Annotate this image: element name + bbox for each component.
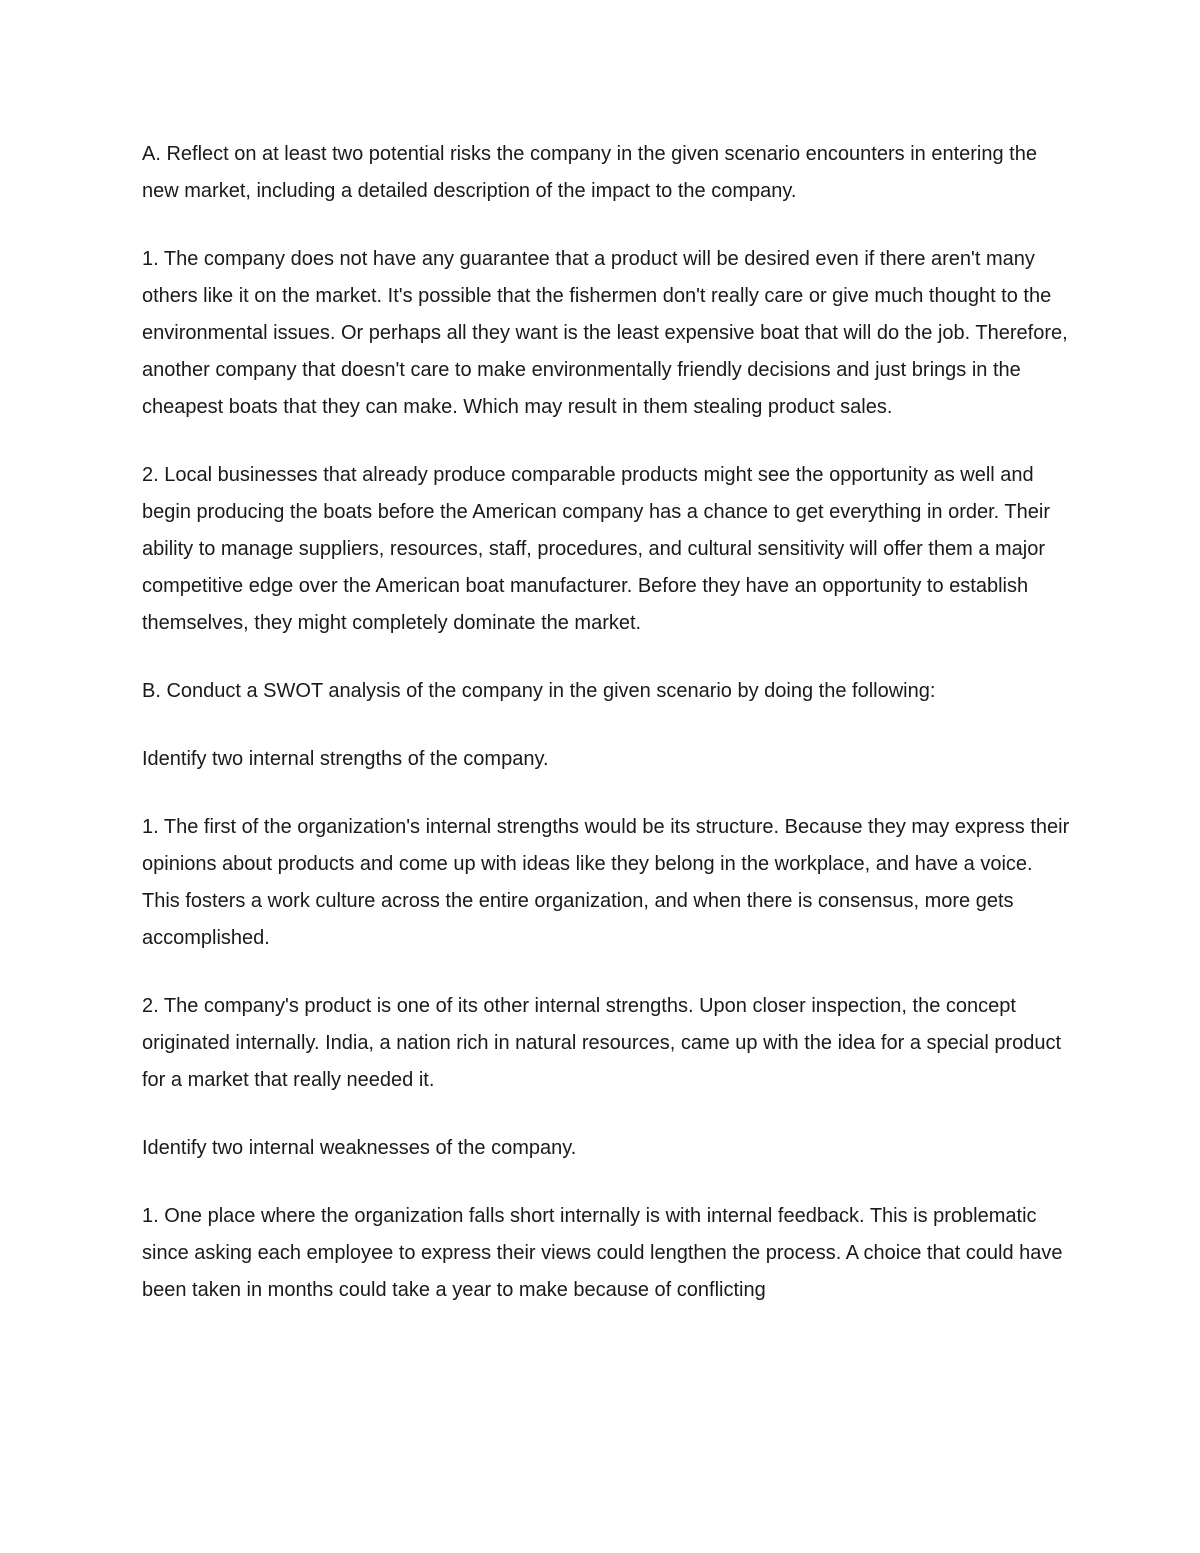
risk-1-paragraph: 1. The company does not have any guarantee that a product will be desired even if there aren't many others like it on the market. It's possible that the fishermen don't really care or give much thought to the environmental issues. Or perhaps all they want is the least expensive boat that will do the job. Therefore, another company that doesn't care to make environmentally friendly decisions and just brings in the cheapest boats that they can make. Which may result in them stealing product sales. (142, 248, 1068, 418)
strength-2-paragraph: 2. The company's product is one of its other internal strengths. Upon closer inspection, the concept originated internally. India, a nation rich in natural resources, came up with the idea for a special product for a market that really needed it. (142, 995, 1062, 1091)
question-b-prompt: B. Conduct a SWOT analysis of the company in the given scenario by doing the following: (142, 680, 936, 702)
strengths-heading: Identify two internal strengths of the company. (142, 748, 549, 770)
weakness-1-paragraph: 1. One place where the organization falls short internally is with internal feedback. This is problematic since asking each employee to express their views could lengthen the process. A choice that could have been taken in months could take a year to make because of conflicting (142, 1205, 1063, 1301)
question-a-prompt: A. Reflect on at least two potential risks the company in the given scenario encounters in entering the new market, including a detailed description of the impact to the company. (142, 143, 1037, 202)
strength-1-paragraph: 1. The first of the organization's internal strengths would be its structure. Because they may express their opinions about products and come up with ideas like they belong in the workplace, and have a voice. This fosters a work culture across the entire organization, and when there is consensus, more gets accomplished. (142, 816, 1070, 949)
weaknesses-heading: Identify two internal weaknesses of the company. (142, 1137, 577, 1159)
risk-2-paragraph: 2. Local businesses that already produce comparable products might see the opportunity as well and begin producing the boats before the American company has a chance to get everything in order. Their ability to manage suppliers, resources, staff, procedures, and cultural sensitivity will offer them a major competitive edge over the American boat manufacturer. Before they have an opportunity to establish themselves, they might completely dominate the market. (142, 464, 1050, 634)
document-body (142, 136, 1072, 1340)
